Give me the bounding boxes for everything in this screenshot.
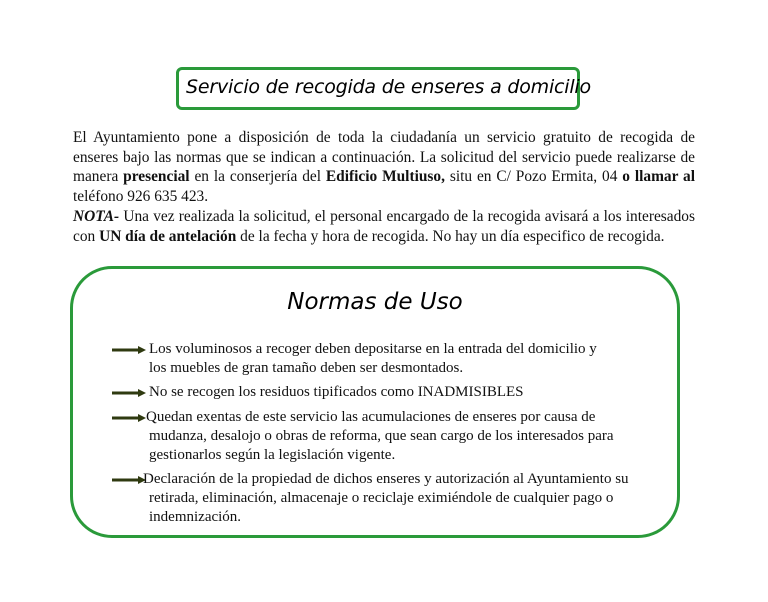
bold-text: o llamar al [622, 168, 696, 185]
rule-text: retirada, eliminación, almacenaje o reciclaje eximiéndole de cualquier pago o [149, 490, 614, 506]
rule-text: Los voluminosos a recoger deben depositarse en la entrada del domicilio y [149, 341, 597, 357]
text: Una vez realizada la solicitud, el personal encargado de la recogida avisará a los interesados [119, 208, 695, 225]
paragraph-line [73, 128, 695, 148]
rule-text: Quedan exentas de este servicio las acumulaciones de enseres por causa de [146, 409, 596, 425]
text: El Ayuntamiento pone a disposición de toda la ciudadanía un servicio gratuito de recogida de [73, 129, 695, 146]
text: teléfono 926 635 423. [73, 187, 209, 205]
rules-title: Normas de Uso [287, 289, 463, 315]
arrow-right-icon [112, 346, 146, 354]
text: situ en C/ Pozo Ermita, 04 [444, 168, 623, 185]
title-box [176, 67, 591, 110]
paragraph-line [73, 207, 695, 227]
arrow-right-icon [112, 414, 146, 422]
bold-text: presencial [123, 168, 190, 185]
paragraph-line [73, 187, 695, 207]
bold-text: NOTA- [73, 208, 120, 225]
paragraph-line [73, 227, 695, 247]
text: en la conserjería del [189, 168, 326, 185]
nota-paragraph [73, 207, 695, 246]
paragraph-line [73, 167, 695, 187]
paragraph-line [73, 148, 695, 168]
bold-text: Edificio Multiuso, [325, 168, 445, 185]
intro-paragraph [73, 128, 695, 206]
rule-text: los muebles de gran tamaño deben ser desmontados. [149, 360, 464, 376]
text: con [73, 227, 100, 245]
rule-text: indemnización. [149, 509, 242, 525]
text: de la fecha y hora de recogida. No hay un día especifico de recogida. [236, 227, 665, 245]
arrow-right-icon [112, 476, 146, 484]
bold-text: UN día de antelación [99, 227, 237, 245]
rule-text: No se recogen los residuos tipificados como INADMISIBLES [149, 384, 524, 400]
rule-text: Declaración de la propiedad de dichos enseres y autorización al Ayuntamiento su [143, 471, 629, 487]
rule-text: gestionarlos según la legislación vigente. [149, 447, 396, 463]
rules-box [70, 266, 680, 538]
arrow-right-icon [112, 389, 146, 397]
rule-text: mudanza, desalojo o obras de reforma, que sean cargo de los interesados para [149, 428, 614, 444]
text: manera [73, 168, 124, 185]
page-title: Servicio de recogida de enseres a domicilio [186, 76, 591, 98]
text: enseres bajo las normas que se indican a continuación. La solicitud del servicio puede realizarse de [73, 148, 695, 166]
